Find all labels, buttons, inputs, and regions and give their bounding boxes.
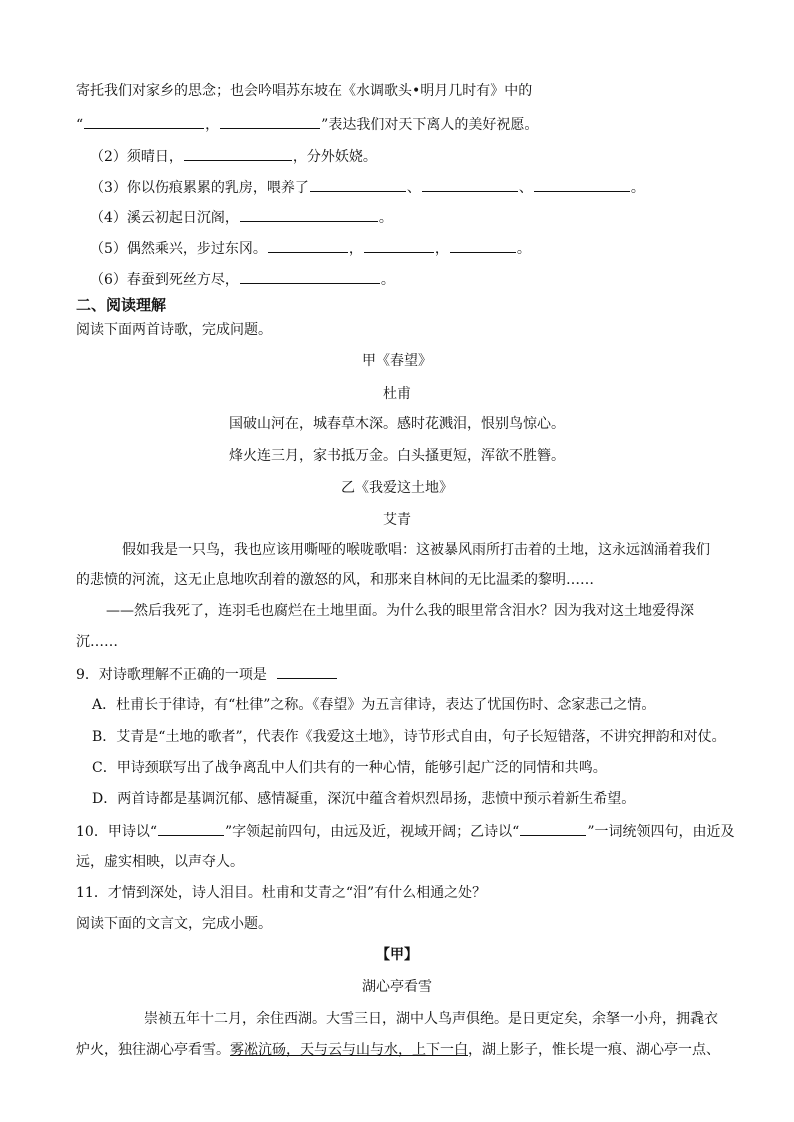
answer-blank[interactable] bbox=[184, 146, 292, 161]
question-11: 11．才情到深处，诗人泪目。杜甫和艾青之“泪”有什么相通之处？ bbox=[76, 885, 487, 901]
classical-title: 湖心亭看雪 bbox=[362, 979, 432, 995]
text: 。 bbox=[378, 210, 393, 226]
section-title: 二、阅读理解 bbox=[76, 296, 167, 314]
poem-b-paragraph: ——然后我死了，连羽毛也腐烂在土地里面。为什么我的眼里常含泪水？因为我对这土地爱得深 bbox=[106, 603, 694, 619]
poem-b-paragraph: 的悲愤的河流，这无止息地吹刮着的激怒的风，和那来自林间的无比温柔的黎明…… bbox=[76, 572, 594, 588]
answer-blank[interactable] bbox=[158, 821, 224, 836]
classical-intro: 阅读下面的文言文，完成小题。 bbox=[76, 916, 272, 932]
question-2 bbox=[90, 146, 377, 167]
answer-blank[interactable] bbox=[220, 114, 320, 129]
poem-b-author: 艾青 bbox=[383, 512, 411, 528]
text: ”字领起前四句，由远及近，视域开阔；乙诗以“ bbox=[224, 824, 520, 840]
choice-d[interactable]: D．两首诗都是基调沉郁、感情凝重，深沉中蕴含着炽烈昂扬，悲愤中预示着新生希望。 bbox=[92, 791, 636, 807]
text: ， bbox=[205, 117, 220, 133]
text: 。 bbox=[516, 241, 531, 257]
text: （5）偶然乘兴，步过东冈。 bbox=[90, 241, 267, 257]
question-10 bbox=[76, 821, 734, 842]
choice-a[interactable]: A．杜甫长于律诗，有“杜律”之称。《春望》为五言律诗，表达了忧国伤时、念家悲己之情。 bbox=[92, 697, 656, 713]
question-3 bbox=[90, 177, 645, 198]
answer-blank[interactable] bbox=[534, 177, 630, 192]
classical-paragraph bbox=[76, 1040, 720, 1060]
answer-blank[interactable] bbox=[310, 177, 406, 192]
text: （6）春蚕到死丝方尽， bbox=[90, 272, 239, 288]
question-9 bbox=[76, 664, 338, 685]
text: ， bbox=[434, 241, 449, 257]
poem-b-paragraph: 沉…… bbox=[76, 634, 118, 650]
text: 寄托我们对家乡的思念；也会吟唱苏东坡在《水调歌头•明月几时有》中的 bbox=[76, 83, 533, 99]
answer-blank[interactable] bbox=[240, 207, 378, 222]
text: （4）溪云初起日沉阁， bbox=[90, 210, 239, 226]
poem-a-author: 杜甫 bbox=[383, 386, 411, 402]
classical-label: 【甲】 bbox=[376, 947, 418, 963]
fill-in-line-2 bbox=[76, 114, 538, 135]
text: 、 bbox=[406, 180, 421, 196]
text: 、 bbox=[518, 180, 533, 196]
answer-blank[interactable] bbox=[277, 664, 337, 679]
reading-intro: 阅读下面两首诗歌，完成问题。 bbox=[76, 322, 272, 338]
text: （3）你以伤痕累累的乳房，喂养了 bbox=[90, 180, 309, 196]
text: 10．甲诗以“ bbox=[76, 824, 157, 840]
answer-blank[interactable] bbox=[268, 238, 348, 253]
text: 9．对诗歌理解不正确的一项是 bbox=[76, 667, 267, 683]
question-4 bbox=[90, 207, 393, 228]
poem-a-line: 烽火连三月，家书抵万金。白头搔更短，浑欲不胜簪。 bbox=[229, 448, 565, 464]
choice-b[interactable]: B．艾青是“土地的歌者”，代表作《我爱这土地》，诗节形式自由，句子长短错落，不讲究押韵和对仗。 bbox=[92, 729, 726, 745]
text: 。 bbox=[380, 272, 395, 288]
answer-blank[interactable] bbox=[422, 177, 518, 192]
choice-c[interactable]: C．甲诗颈联写出了战争离乱中人们共有的一种心情，能够引起广泛的同情和共鸣。 bbox=[92, 760, 607, 776]
text: 。 bbox=[630, 180, 645, 196]
answer-blank[interactable] bbox=[364, 238, 434, 253]
text: ，分外妖娆。 bbox=[292, 149, 377, 165]
text: ”表达我们对天下离人的美好祝愿。 bbox=[321, 117, 539, 133]
answer-blank[interactable] bbox=[84, 114, 204, 129]
poem-a-line: 国破山河在，城春草木深。感时花溅泪，恨别鸟惊心。 bbox=[229, 416, 565, 432]
answer-blank[interactable] bbox=[240, 269, 380, 284]
question-5 bbox=[90, 238, 531, 259]
text: “ bbox=[76, 117, 84, 133]
answer-blank[interactable] bbox=[520, 821, 586, 836]
question-10-cont: 远，虚实相映，以声夺人。 bbox=[76, 854, 244, 870]
classical-paragraph: 崇祯五年十二月，余住西湖。大雪三日，湖中人鸟声俱绝。是日更定矣，余拏一小舟，拥毳衣 bbox=[144, 1011, 718, 1027]
question-6 bbox=[90, 269, 395, 290]
text: （2）须晴日， bbox=[90, 149, 183, 165]
poem-b-paragraph: 假如我是一只鸟，我也应该用嘶哑的喉咙歌唱：这被暴风雨所打击着的土地，这永远汹涌着我们 bbox=[122, 542, 710, 558]
text: 炉火，独往湖心亭看雪。 bbox=[76, 1042, 230, 1058]
text: ， bbox=[348, 241, 363, 257]
answer-blank[interactable] bbox=[450, 238, 516, 253]
poem-a-title: 甲《春望》 bbox=[362, 353, 432, 369]
poem-b-title: 乙《我爱这土地》 bbox=[341, 480, 453, 496]
fill-in-line-1 bbox=[76, 81, 532, 101]
text: ，湖上影子，惟长堤一痕、湖心亭一点、 bbox=[468, 1042, 720, 1058]
text: ”一词统领四句，由近及 bbox=[587, 824, 735, 840]
underlined-text: 雾凇沆砀，天与云与山与水，上下一白 bbox=[230, 1042, 468, 1058]
